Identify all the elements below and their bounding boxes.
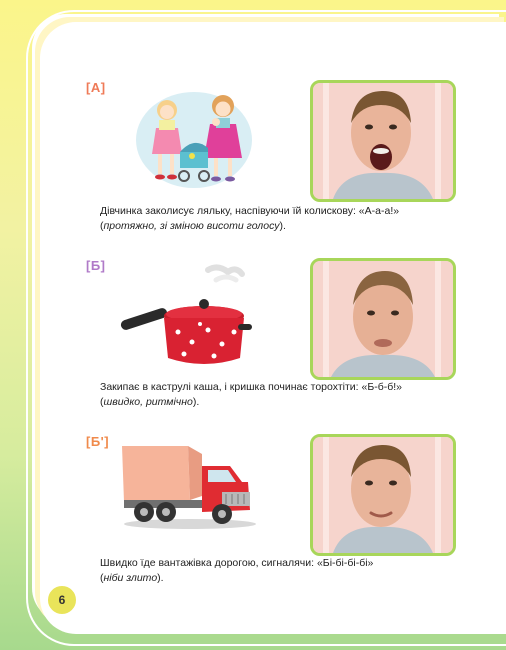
caption-b-prime: Швидко їде вантажівка дорогою, сигналячи: «Бі-бі-бі-бі» (ніби злито).: [100, 557, 374, 584]
red-polka-dot-pot-illustration: [118, 262, 258, 374]
boy-photo-b: [310, 258, 456, 380]
red-truck-illustration: [118, 440, 262, 530]
caption-a: Дівчинка заколисує ляльку, наспівуючи їй колискову: «А-а-а!» (протяжно, зі зміною висоти голосу).: [100, 205, 400, 232]
caption-b-note: швидко, ритмічно: [103, 396, 193, 408]
caption-a-note: протяжно, зі зміною висоти голосу: [103, 220, 280, 232]
section-label-b-prime: [Б']: [86, 434, 110, 449]
boy-photo-b-prime: [310, 434, 456, 556]
caption-b: Закипає в каструлі каша, і кришка починає торохтіти: «Б-б-б!» (швидко, ритмічно).: [100, 381, 403, 408]
page-number: 6: [46, 584, 78, 616]
bottom-wave-decoration: [74, 596, 506, 614]
caption-b-prime-text: Швидко їде вантажівка дорогою, сигналячи: «Бі-бі-бі-бі»: [100, 557, 374, 569]
section-label-a: [А]: [86, 80, 106, 95]
caption-b-prime-note: ніби злито: [103, 572, 158, 584]
caption-a-text: Дівчинка заколисує ляльку, наспівуючи їй колискову: «А-а-а!»: [100, 205, 400, 217]
section-label-b: [Б]: [86, 258, 106, 273]
boy-photo-a: [310, 80, 456, 202]
girls-with-doll-stroller-illustration: [134, 88, 254, 192]
caption-b-text: Закипає в каструлі каша, і кришка починає торохтіти: «Б-б-б!»: [100, 381, 403, 393]
